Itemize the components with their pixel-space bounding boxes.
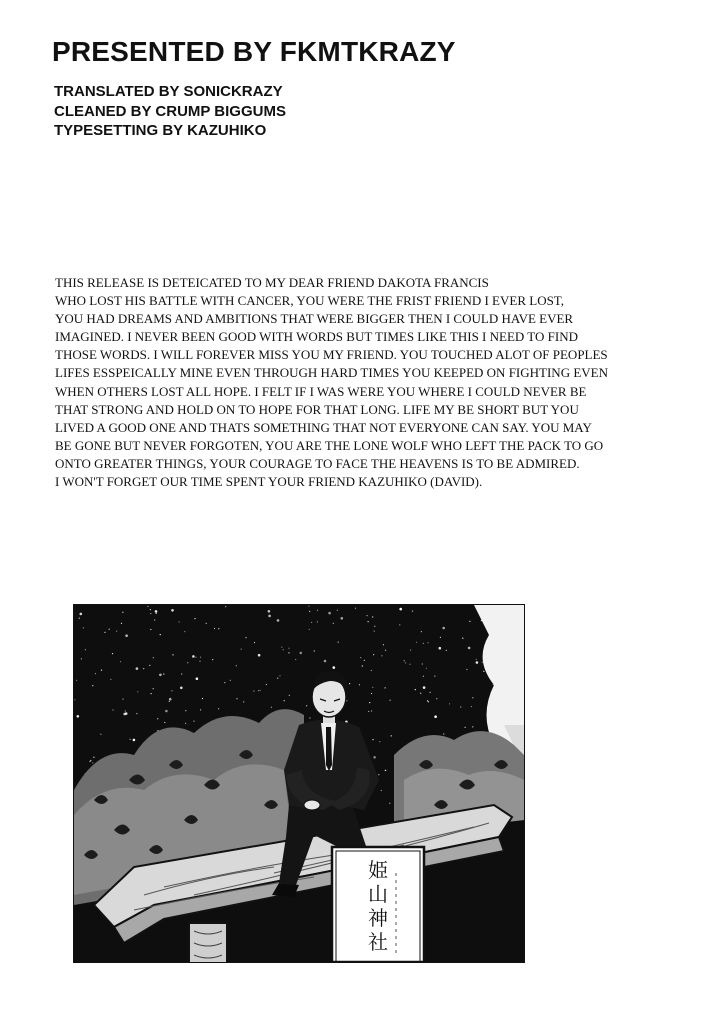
dedication-text bbox=[55, 274, 608, 491]
manga-panel bbox=[73, 604, 525, 963]
page-title: PRESENTED BY FKMTKRAZY bbox=[52, 36, 456, 67]
dedication-line: I WON'T FORGET OUR TIME SPENT YOUR FRIEND KAZUHIKO (DAVID). bbox=[55, 474, 483, 490]
credit-cleaner: CLEANED BY CRUMP BIGGUMS bbox=[54, 102, 286, 120]
dedication-line: THOSE WORDS. I WILL FOREVER MISS YOU MY FRIEND. YOU TOUCHED ALOT OF PEOPLES bbox=[55, 347, 608, 363]
shrine-sign bbox=[332, 847, 424, 962]
manga-illustration bbox=[74, 605, 524, 962]
credits-block bbox=[54, 82, 286, 141]
credit-translator: TRANSLATED BY SONICKRAZY bbox=[54, 83, 283, 100]
sign-char: 山 bbox=[368, 882, 388, 906]
dedication-line: LIFES ESSPEICALLY MINE EVEN THROUGH HARD TIMES YOU KEEPED ON FIGHTING EVEN bbox=[55, 365, 608, 381]
dedication-line: IMAGINED. I NEVER BEEN GOOD WITH WORDS BUT TIMES LIKE THIS I NEED TO FIND bbox=[55, 329, 578, 345]
dedication-line: ONTO GREATER THINGS, YOUR COURAGE TO FACE THE HEAVENS IS TO BE ADMIRED. bbox=[55, 455, 580, 471]
credit-typesetter: TYPESETTING BY KAZUHIKO bbox=[54, 122, 267, 139]
dedication-line: THIS RELEASE IS DETEICATED TO MY DEAR FRIEND DAKOTA FRANCIS bbox=[55, 275, 489, 290]
sign-char: 姫 bbox=[368, 858, 388, 882]
dedication-line: LIVED A GOOD ONE AND THATS SOMETHING THAT NOT EVERYONE CAN SAY. YOU MAY bbox=[55, 419, 592, 435]
dedication-line: BE GONE BUT NEVER FORGOTEN, YOU ARE THE LONE WOLF WHO LEFT THE PACK TO GO bbox=[55, 437, 604, 453]
dedication-line: WHEN OTHERS LOST ALL HOPE. I FELT IF I WAS WERE YOU WHERE I COULD NEVER BE bbox=[55, 383, 587, 399]
dedication-line: THAT STRONG AND HOLD ON TO HOPE FOR THAT LONG. LIFE MY BE SHORT BUT YOU bbox=[55, 401, 579, 417]
sign-char: 社 bbox=[368, 930, 388, 954]
dedication-line: WHO LOST HIS BATTLE WITH CANCER, YOU WERE THE FRIST FRIEND I EVER LOST, bbox=[55, 293, 565, 309]
sign-char: 神 bbox=[368, 906, 388, 930]
dedication-line: YOU HAD DREAMS AND AMBITIONS THAT WERE BIGGER THEN I COULD HAVE EVER bbox=[55, 311, 574, 327]
